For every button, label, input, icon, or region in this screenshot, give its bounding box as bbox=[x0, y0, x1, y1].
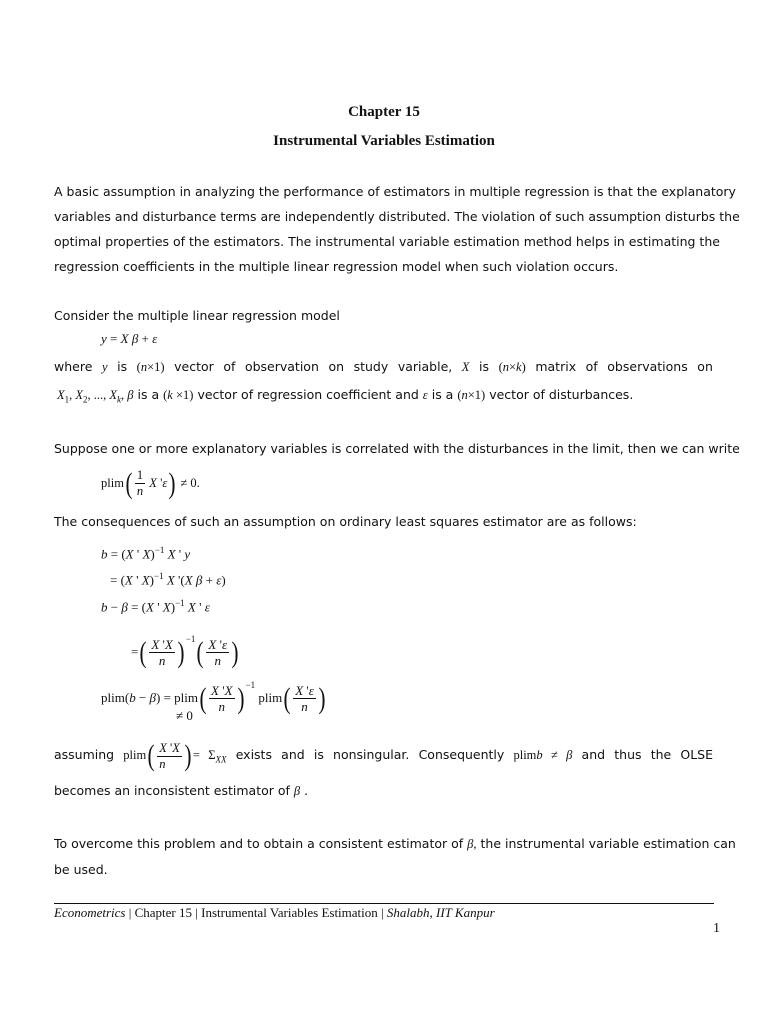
footer-chapter: Chapter 15 bbox=[134, 905, 192, 920]
plim-equation: plim( $\frac{1}{n}$ X 'ε) ≠ 0. bbox=[101, 466, 200, 500]
footer-author: Shalabh, IIT Kanpur bbox=[386, 905, 495, 920]
derivation-line-1: b = (X ' X)$^{-1}$ X ' y bbox=[101, 545, 191, 562]
intro-line-1: A basic assumption in analyzing the performance of estimators in multiple regression is that the explanatory bbox=[54, 184, 736, 199]
footer-separator: | bbox=[128, 905, 132, 920]
footer-separator: | bbox=[381, 905, 384, 920]
overcome-line: To overcome this problem and to obtain a consistent estimator of β, the instrumental variable estimation can bbox=[54, 836, 736, 851]
page-number: 1 bbox=[713, 921, 720, 936]
derivation-line-2: = (X ' X)$^{-1}$ X '(X β + ε) bbox=[110, 571, 226, 588]
derivation-line-5: plim(b − β) = plim( $\frac{X 'X}{n}$ ) $^{-1}$ plim( $\frac{X '\varepsilon}{n}$ ) bbox=[101, 680, 326, 715]
becomes-text: becomes an inconsistent estimator of β . bbox=[54, 783, 309, 798]
footer-topic: Instrumental Variables Estimation bbox=[201, 905, 378, 920]
chapter-title: Instrumental Variables Estimation bbox=[273, 133, 495, 149]
assuming-line: assuming plim( $\frac{X 'X}{n}$ ) = $\Sigma_{XX}$ exists and is nonsingular. Consequently plimb ≠ β and thus the OLSE bbox=[54, 739, 714, 773]
footer-separator: | bbox=[195, 905, 198, 920]
footer-rule bbox=[54, 903, 714, 904]
chapter-number: Chapter 15 bbox=[348, 104, 420, 120]
be-used-text: be used. bbox=[54, 862, 108, 877]
derivation-line-3: b − β = (X ' X)$^{-1}$ X ' ε bbox=[101, 598, 210, 615]
intro-line-4: regression coefficients in the multiple linear regression model when such violation occurs. bbox=[54, 259, 619, 274]
intro-line-3: optimal properties of the estimators. The instrumental variable estimation method helps in estimating the bbox=[54, 234, 720, 249]
derivation-line-4: =( $\frac{X 'X}{n}$ ) $^{-1}$( $\frac{X '\varepsilon}{n}$ ) bbox=[131, 634, 239, 669]
intro-line-2: variables and disturbance terms are independently distributed. The violation of such assumption disturbs the bbox=[54, 209, 740, 224]
consequences-text: The consequences of such an assumption on ordinary least squares estimator are as follows: bbox=[54, 514, 637, 529]
derivation-line-6: ≠ 0 bbox=[176, 708, 193, 723]
model-equation: y = X β + ε bbox=[101, 331, 158, 346]
footer-book: Econometrics bbox=[54, 905, 126, 920]
where-line-1: where y is (n×1) vector of observation on study variable, X is (n×k) matrix of observations on bbox=[54, 359, 713, 374]
consider-text: Consider the multiple linear regression model bbox=[54, 308, 340, 323]
where-line-2: $X_1$, $X_2$, ..., $X_k$, β is a (k ×1) vector of regression coefficient and ε is a (n×1) vector of disturbances. bbox=[57, 387, 634, 405]
suppose-text: Suppose one or more explanatory variables is correlated with the disturbances in the limit, then we can write bbox=[54, 441, 740, 456]
footer bbox=[54, 905, 495, 921]
